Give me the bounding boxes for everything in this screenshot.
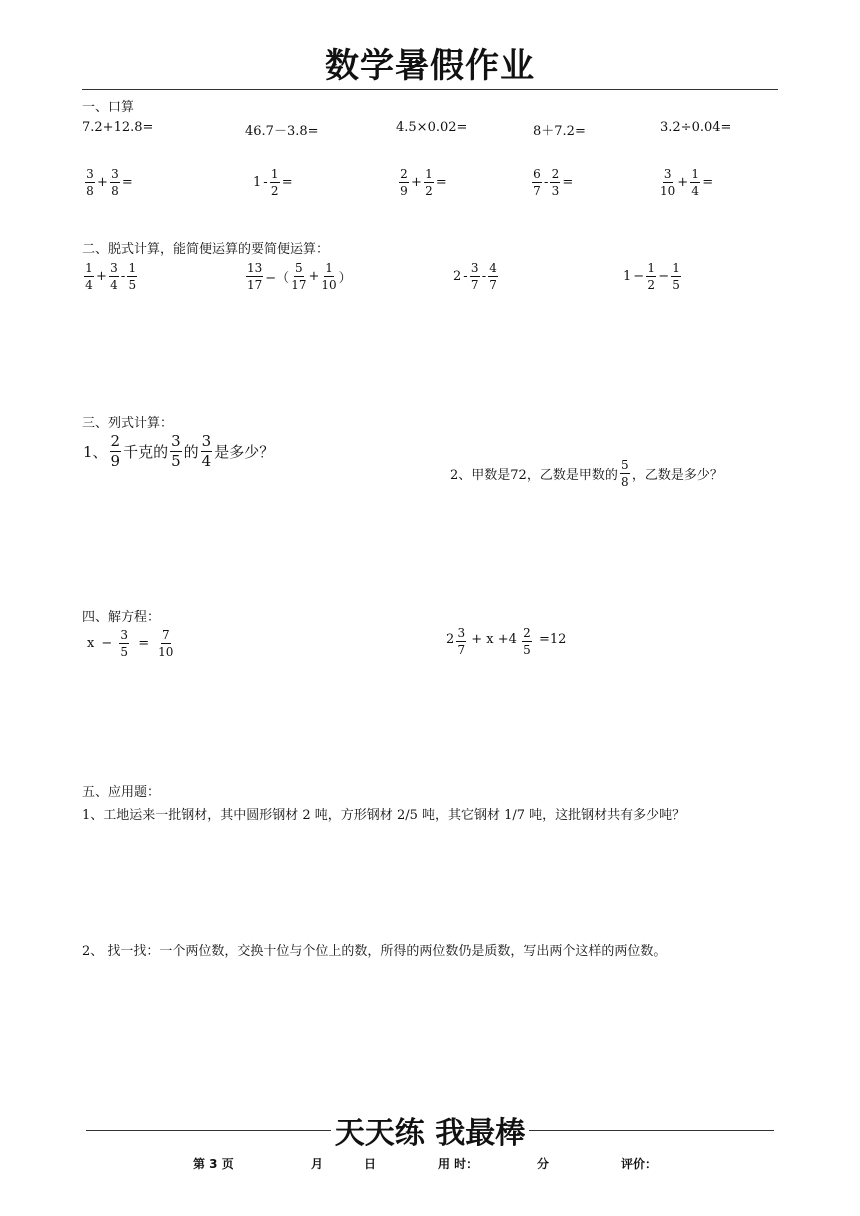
footer-page: 第 3 页: [193, 1157, 234, 1171]
oral-calc-3: 4.5×0.02=: [396, 120, 468, 135]
section-3-heading: 三、列式计算：: [82, 416, 174, 431]
footer-day: 日: [364, 1157, 377, 1171]
page-title: 数学暑假作业: [325, 46, 535, 86]
footer-minute: 分: [537, 1157, 550, 1171]
footer-evaluation: 评价：: [621, 1157, 658, 1171]
equation-1: x − $\frac{3}{5}$ = $\frac{7}{10}$: [87, 628, 174, 659]
footer-time: 用 时：: [438, 1157, 479, 1171]
section-5-heading: 五、应用题：: [82, 785, 161, 800]
section-4-heading: 四、解方程：: [82, 610, 161, 625]
title-divider: [82, 89, 778, 90]
step-calc-1: $\frac{1}{4}$ + $\frac{3}{4}$ - $\frac{1}{5}$: [85, 261, 137, 292]
oral-frac-4: $\frac{6}{7}$ - $\frac{2}{3}$ =: [533, 167, 574, 198]
list-calc-1: 1、 $\frac{2}{9}$ 千克的 $\frac{3}{5}$ 的 $\frac{3}{4}$ 是多少？: [83, 432, 275, 470]
oral-calc-5: 3.2÷0.04=: [660, 120, 732, 135]
oral-calc-2: 46.7－3.8=: [245, 124, 319, 139]
step-calc-4: 1 − $\frac{1}{2}$ − $\frac{1}{5}$: [623, 261, 680, 292]
section-2-heading: 二、脱式计算，能简便运算的要简便运算：: [82, 242, 330, 257]
footer-month: 月: [311, 1157, 324, 1171]
word-problem-2: 2、 找一找：一个两位数，交换十位与个位上的数，所得的两位数仍是质数，写出两个这样的两位数。: [82, 944, 667, 959]
oral-frac-5: $\frac{3}{10}$ + $\frac{1}{4}$ =: [660, 167, 714, 198]
step-calc-2: $\frac{13}{17}$ −（ $\frac{5}{17}$ + $\frac{1}{10}$ ）: [247, 261, 352, 292]
equation-2: 2 $\frac{3}{7}$ + x +4 $\frac{2}{5}$ =12: [446, 626, 567, 657]
oral-frac-3: $\frac{2}{9}$ + $\frac{1}{2}$ =: [400, 167, 447, 198]
oral-frac-2: 1 - $\frac{1}{2}$ =: [253, 167, 293, 198]
word-problem-1: 1、工地运来一批钢材，其中圆形钢材 2 吨，方形钢材 2/5 吨，其它钢材 1/7 吨，这批钢材共有多少吨？: [82, 808, 686, 823]
step-calc-3: 2 - $\frac{3}{7}$ - $\frac{4}{7}$: [453, 261, 497, 292]
oral-calc-4: 8＋7.2=: [533, 124, 586, 139]
section-1-heading: 一、口算: [82, 100, 135, 115]
list-calc-2: 2、甲数是72，乙数是甲数的 $\frac{5}{8}$ ，乙数是多少？: [450, 458, 723, 489]
footer-slogan: 天天练 我最棒: [0, 1108, 860, 1152]
oral-calc-1: 7.2+12.8=: [82, 120, 154, 135]
oral-frac-1: $\frac{3}{8}$ + $\frac{3}{8}$ =: [86, 167, 133, 198]
